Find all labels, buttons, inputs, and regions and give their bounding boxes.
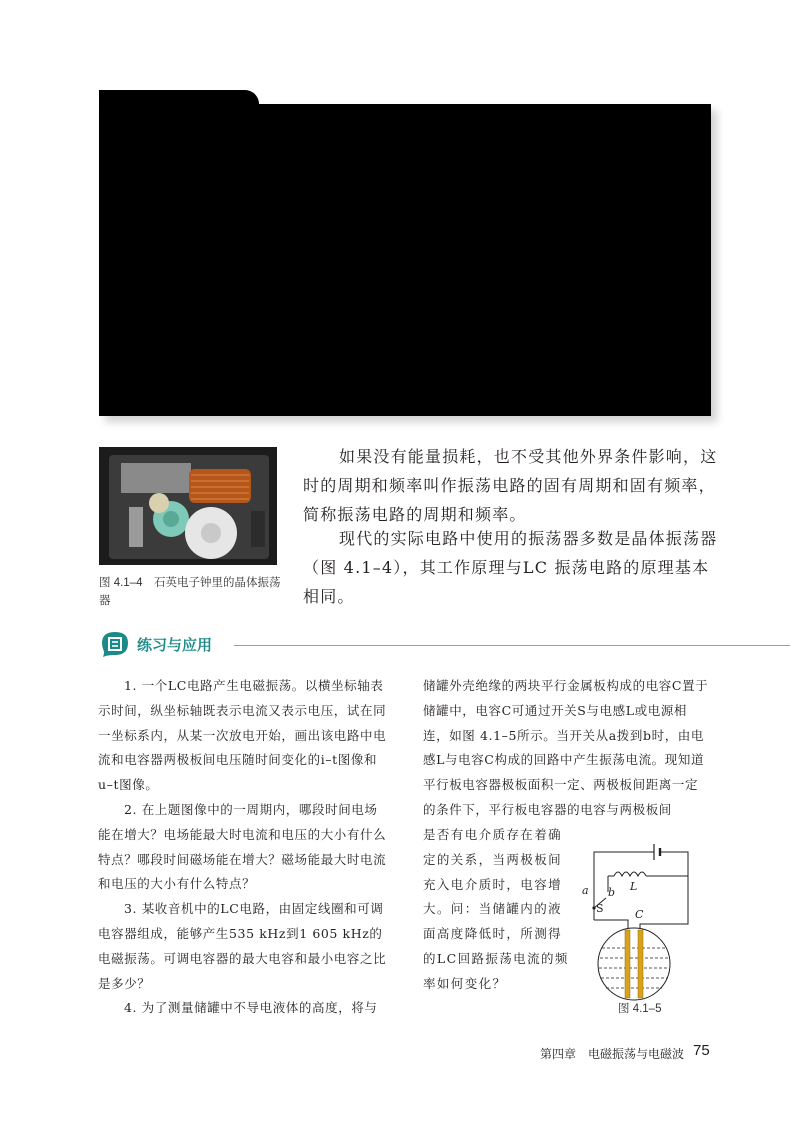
exercise-4-continued-narrow: 是否有电介质存在着确定的关系，当两极板间充入电介质时，电容增大。问：当储罐内的液面高度降低时，所测得的LC回路振荡电流的频率如何变化？ xyxy=(423,827,569,991)
exercise-4-continued: 储罐外壳绝缘的两块平行金属板构成的电容C置于储罐中，电容C可通过开关S与电感L或电源相连，如图 4.1–5所示。当开关从a拨到b时，由电感L与电容C构成的回路中产生振荡电流。现知道平行板电容器极板面积一定、两极板间距离一定的条件下，平行板电容器的电容与两极板间 xyxy=(423,678,709,817)
exercise-column-left xyxy=(98,674,388,1021)
figure-4-1-5-circuit xyxy=(578,840,698,1020)
intro-paragraph-1 xyxy=(303,442,723,529)
crystal-oscillator-photo xyxy=(99,447,277,565)
exercise-section-title: 练习与应用 xyxy=(137,637,213,654)
figure-caption-4-1-4: 图 4.1–4 石英电子钟里的晶体振荡器 xyxy=(99,577,281,607)
section-rule xyxy=(234,645,790,646)
exercise-3-text: 3. 某收音机中的LC电路，由固定线圈和可调电容器组成，能够产生535 kHz到1 605 kHz的电磁振荡。可调电容器的最大电容和最小电容之比是多少？ xyxy=(98,901,387,991)
label-a: a xyxy=(582,884,589,897)
exercise-2 xyxy=(98,798,388,897)
exercise-2-text: 2. 在上题图像中的一周期内，哪段时间电场能在增大？电场能最大时电流和电压的大小有什么特点？哪段时间磁场能在增大？磁场能最大时电流和电压的大小有什么特点？ xyxy=(98,801,387,892)
video-panel xyxy=(99,104,711,416)
label-S: S xyxy=(596,902,604,915)
exercise-4-start xyxy=(98,996,388,1021)
footer-chapter-title: 第四章 电磁振荡与电磁波 xyxy=(540,1047,685,1061)
intro-paragraph-1-text: 如果没有能量损耗，也不受其他外界条件影响，这时的周期和频率叫作振荡电路的固有周期和固有频率，简称振荡电路的周期和频率。 xyxy=(303,447,718,524)
label-b: b xyxy=(608,886,616,899)
figure-caption-4-1-5: 图 4.1–5 xyxy=(618,1003,662,1015)
label-L: L xyxy=(630,880,638,893)
exercise-section-icon xyxy=(99,629,131,659)
label-C: C xyxy=(635,908,644,921)
exercise-4-start-text: 4. 为了测量储罐中不导电液体的高度，将与 xyxy=(124,1000,378,1016)
page-number: 75 xyxy=(693,1042,710,1059)
exercise-1 xyxy=(98,674,388,798)
exercise-1-text: 1. 一个LC电路产生电磁振荡。以横坐标轴表示时间，纵坐标轴既表示电流又表示电压，试在同一坐标系内，从某一次放电开始，画出该电路中电流和电容器两极板间电压随时间变化的i–t图像和u–t图像。 xyxy=(98,678,387,793)
exercise-3 xyxy=(98,897,388,996)
intro-paragraph-2-text: 现代的实际电路中使用的振荡器多数是晶体振荡器（图 4.1–4），其工作原理与LC 振荡电路的原理基本相同。 xyxy=(303,529,718,606)
intro-paragraph-2 xyxy=(303,524,723,611)
